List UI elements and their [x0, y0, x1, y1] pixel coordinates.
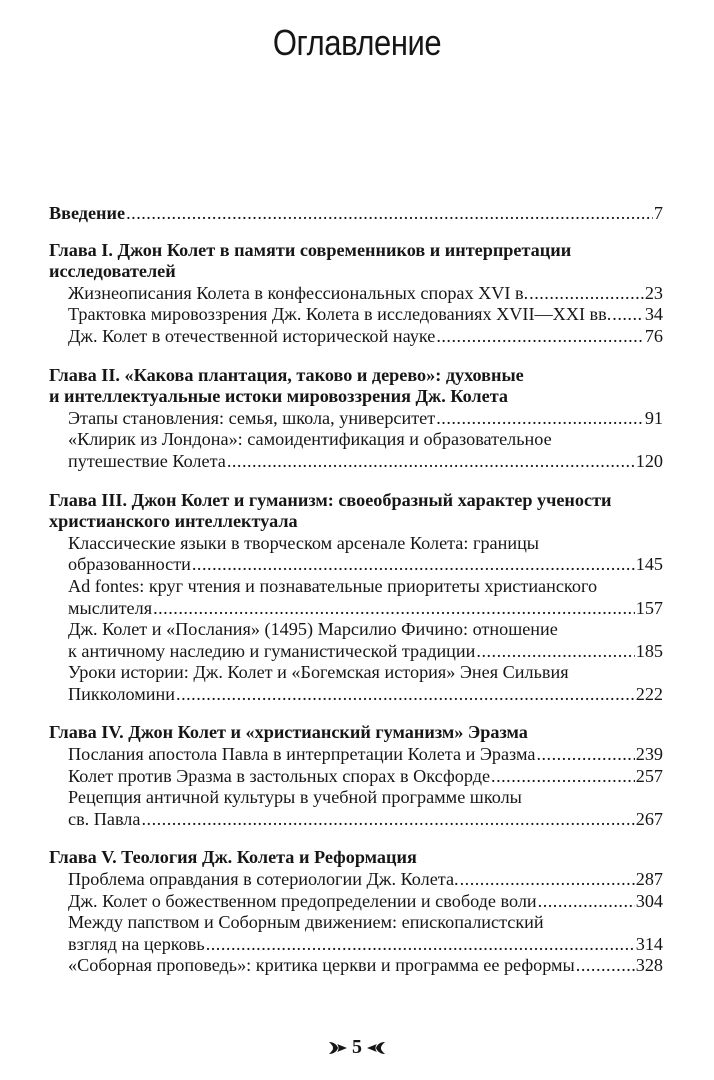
toc-entry-label: св. Павла: [68, 808, 141, 829]
dot-leader: [206, 934, 635, 956]
dot-leader: [476, 641, 634, 663]
toc-entry-label: Трактовка мировоззрения Дж. Колета в исследованиях XVII—XXI вв.: [68, 304, 612, 325]
toc-entry-label: «Соборная проповедь»: критика церкви и программа ее реформы: [68, 955, 575, 976]
toc-section-chapter: [49, 490, 663, 706]
toc-entry-text[interactable]: Рецепция античной культуры в учебной программе школы: [68, 787, 522, 808]
toc-page-number: 267: [635, 808, 663, 829]
toc-page-number: 23: [644, 282, 663, 303]
toc-entry-text[interactable]: Ad fontes: круг чтения и познавательные приоритеты христианского: [68, 575, 598, 596]
toc-page-number: 287: [635, 869, 663, 890]
dot-leader: [153, 598, 635, 620]
dot-leader: [126, 203, 653, 225]
toc-entry-text[interactable]: Классические языки в творческом арсенале Колета: границы: [68, 532, 540, 553]
toc-entry-intro[interactable]: [49, 203, 663, 225]
dot-leader: [141, 809, 634, 831]
toc-entry[interactable]: [49, 408, 663, 430]
chapter-heading[interactable]: Глава III. Джон Колет и гуманизм: своеобразный характер учености: [49, 489, 612, 510]
toc-entry-label: Пикколомини: [68, 683, 176, 704]
toc-entry-label: Колет против Эразма в застольных спорах в Оксфорде: [68, 765, 491, 786]
toc-entry[interactable]: [49, 869, 663, 891]
toc-page-number: 304: [635, 890, 663, 911]
page-footer: [0, 1036, 714, 1059]
toc-entry[interactable]: [49, 451, 663, 473]
toc-section-chapter: [49, 722, 663, 830]
dot-leader: [538, 891, 635, 913]
toc-entry-text[interactable]: «Клирик из Лондона»: самоидентификация и образовательное: [68, 429, 552, 450]
toc-entry-label: образованности: [68, 554, 191, 575]
toc-section-chapter: [49, 847, 663, 977]
toc-entry-text[interactable]: Дж. Колет и «Послания» (1495) Марсилио Фичино: отношение: [68, 619, 558, 640]
chapter-heading[interactable]: христианского интеллектуала: [49, 511, 298, 532]
toc-entry-label: Проблема оправдания в сотериологии Дж. Колета.: [68, 869, 459, 890]
toc-entry-label: Дж. Колет о божественном предопределении и свободе воли: [68, 890, 537, 911]
dot-leader: [536, 744, 634, 766]
toc-entry[interactable]: [49, 304, 663, 326]
toc-entry[interactable]: [49, 744, 663, 766]
dot-leader: [436, 408, 644, 430]
toc-entry-label: Жизнеописания Колета в конфессиональных спорах XVI в.: [68, 282, 529, 303]
chapter-heading[interactable]: Глава IV. Джон Колет и «христианский гуманизм» Эразма: [49, 722, 528, 743]
dot-leader: [491, 766, 635, 788]
toc-entry-label: к античному наследию и гуманистической традиции: [68, 640, 476, 661]
page-number: 5: [352, 1036, 362, 1058]
toc-entry-label: путешествие Колета: [68, 450, 226, 471]
chapter-heading[interactable]: исследователей: [49, 261, 176, 282]
dot-leader: [192, 554, 635, 576]
toc-entry[interactable]: [49, 283, 663, 305]
table-of-contents: [49, 203, 663, 994]
toc-entry-label: взгляд на церковь: [68, 933, 205, 954]
toc-page-number: 91: [644, 407, 663, 428]
toc-page-number: 145: [635, 554, 663, 575]
toc-page-number: 76: [644, 325, 663, 346]
toc-page-number: 314: [635, 933, 663, 954]
dot-leader: [227, 451, 635, 473]
toc-entry[interactable]: [49, 766, 663, 788]
toc-chapters: [49, 240, 663, 977]
toc-entry[interactable]: [49, 809, 663, 831]
toc-page-number: 120: [635, 450, 663, 471]
toc-page-number: 34: [644, 304, 663, 325]
chapter-heading[interactable]: Глава II. «Какова плантация, таково и дерево»: духовные: [49, 364, 524, 385]
toc-page-number: 257: [635, 765, 663, 786]
dot-leader: [436, 326, 643, 348]
dot-leader: [612, 304, 644, 326]
dot-leader: [576, 955, 635, 977]
toc-entry[interactable]: [49, 684, 663, 706]
toc-page-number: 157: [635, 597, 663, 618]
toc-entry[interactable]: [49, 891, 663, 913]
toc-entry-text[interactable]: Между папством и Соборным движением: епископалистский: [68, 912, 544, 933]
dot-leader: [529, 283, 644, 305]
toc-page-number: 7: [653, 203, 663, 223]
chapter-heading[interactable]: и интеллектуальные истоки мировоззрения Дж. Колета: [49, 386, 508, 407]
toc-entry-label: Этапы становления: семья, школа, университет: [68, 407, 436, 428]
toc-entry-label: Послания апостола Павла в интерпретации Колета и Эразма: [68, 744, 536, 765]
chapter-heading[interactable]: Глава V. Теология Дж. Колета и Реформация: [49, 847, 417, 868]
toc-page-number: 239: [635, 744, 663, 765]
toc-entry-label: мыслителя: [68, 597, 153, 618]
fleuron-left-icon: [366, 1040, 386, 1056]
toc-section-chapter: [49, 240, 663, 348]
toc-entry-label: Дж. Колет в отечественной исторической науке: [68, 325, 436, 346]
dot-leader: [176, 684, 635, 706]
page-title: Оглавление: [272, 22, 442, 63]
fleuron-right-icon: [328, 1040, 348, 1056]
toc-entry-label: Введение: [49, 203, 126, 223]
toc-entry[interactable]: [49, 934, 663, 956]
toc-entry-text[interactable]: Уроки истории: Дж. Колет и «Богемская история» Энея Сильвия: [68, 662, 569, 683]
toc-page-number: 328: [635, 955, 663, 976]
toc-page-number: 222: [635, 683, 663, 704]
chapter-heading[interactable]: Глава I. Джон Колет в памяти современников и интерпретации: [49, 239, 572, 260]
toc-entry[interactable]: [49, 598, 663, 620]
toc-section-chapter: [49, 365, 663, 473]
toc-page-number: 185: [635, 640, 663, 661]
toc-entry[interactable]: [49, 554, 663, 576]
toc-entry[interactable]: [49, 326, 663, 348]
dot-leader: [460, 869, 635, 891]
toc-entry[interactable]: [49, 641, 663, 663]
toc-section-intro: [49, 203, 663, 225]
toc-entry[interactable]: [49, 955, 663, 977]
